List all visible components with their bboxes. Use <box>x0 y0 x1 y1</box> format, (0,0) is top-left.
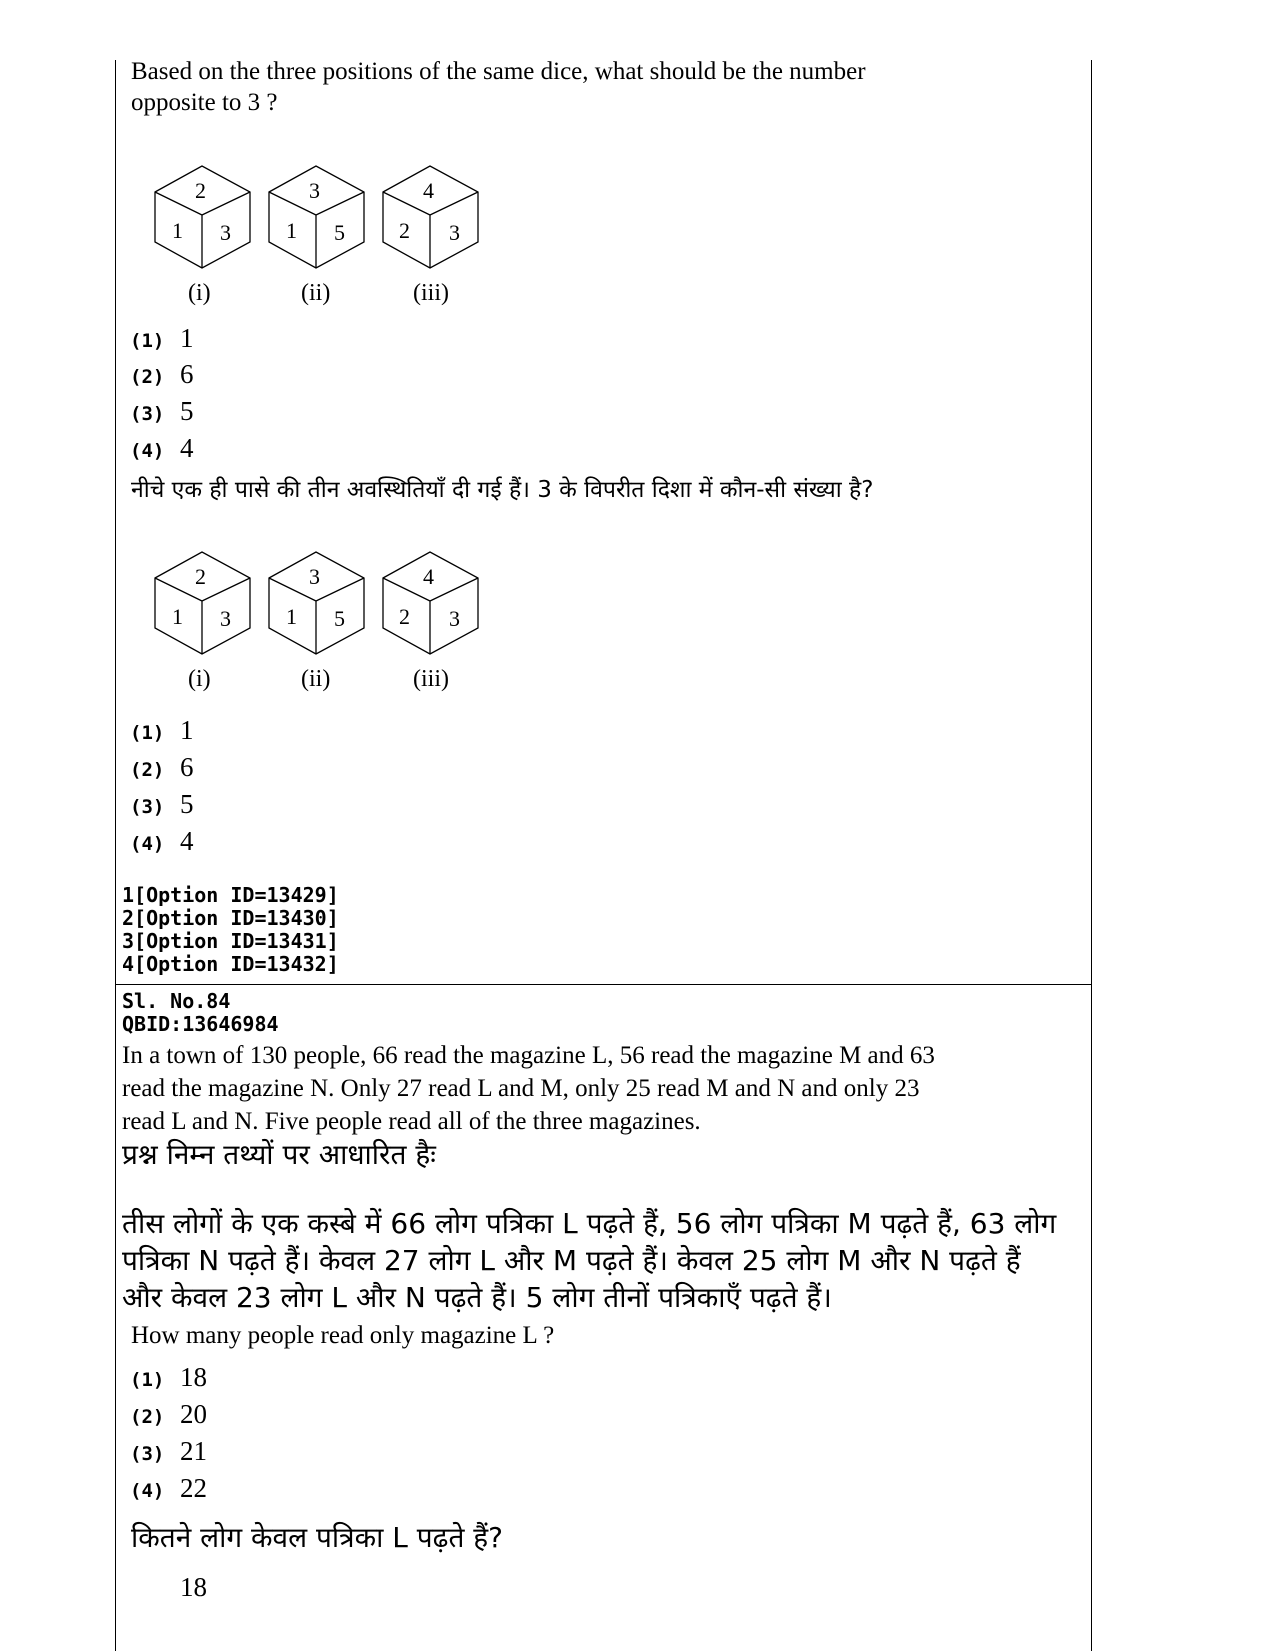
qbid: QBID:13646984 <box>122 1012 279 1036</box>
q84-question: How many people read only magazine L ? <box>131 1322 555 1349</box>
dice2-caption: (ii) <box>301 666 331 692</box>
option-number: (1) <box>130 330 165 352</box>
dice2-right-face: 5 <box>334 220 345 245</box>
dice3-left-face: 2 <box>399 604 410 629</box>
dice1-right-face: 3 <box>220 220 231 245</box>
q84-hindi-heading: प्रश्न निम्न तथ्यों पर आधारित हैः <box>122 1138 436 1171</box>
option-number: (3) <box>130 403 165 425</box>
q84-passage-line1: In a town of 130 people, 66 read the magazine L, 56 read the magazine M and 63 <box>122 1042 935 1069</box>
option-id-2: 2[Option ID=13430] <box>122 906 339 930</box>
dice1-left-face: 1 <box>172 604 183 629</box>
option-value: 5 <box>180 396 194 426</box>
option-number: (3) <box>130 1443 165 1465</box>
q84-option-2[interactable] <box>130 1399 207 1429</box>
dice-figure-en <box>140 160 480 330</box>
dice3-right-face: 3 <box>449 220 460 245</box>
q83-question-line1: Based on the three positions of the same dice, what should be the number <box>131 58 866 85</box>
option-number: (4) <box>130 440 165 462</box>
q83-hi-option-4[interactable] <box>130 826 194 856</box>
q84-option-3[interactable] <box>130 1436 207 1466</box>
dice1-caption: (i) <box>188 280 211 306</box>
dice1-right-face: 3 <box>220 606 231 631</box>
dice2-left-face: 1 <box>286 604 297 629</box>
option-value: 21 <box>180 1436 207 1466</box>
dice3-top-face: 4 <box>423 178 434 203</box>
option-value: 22 <box>180 1473 207 1503</box>
dice1-top-face: 2 <box>195 564 206 589</box>
option-id-4: 4[Option ID=13432] <box>122 952 339 976</box>
q83-option-1[interactable] <box>130 323 194 353</box>
option-number: (4) <box>130 1480 165 1502</box>
q83-hi-option-2[interactable] <box>130 752 194 782</box>
option-value: 6 <box>180 752 194 782</box>
dice2-top-face: 3 <box>309 178 320 203</box>
option-value: 6 <box>180 359 194 389</box>
q84-passage-line3: read L and N. Five people read all of the three magazines. <box>122 1108 701 1135</box>
q84-hindi-passage-line1: तीस लोगों के एक कस्बे में 66 लोग पत्रिका L पढ़ते हैं, 56 लोग पत्रिका M पढ़ते हैं, 63 लोग <box>122 1207 1057 1240</box>
left-border <box>115 60 116 1651</box>
option-number: (1) <box>130 1369 165 1391</box>
dice1-caption: (i) <box>188 666 211 692</box>
q84-hindi-passage-line2: पत्रिका N पढ़ते हैं। केवल 27 लोग L और M पढ़ते हैं। केवल 25 लोग M और N पढ़ते हैं <box>122 1244 1021 1277</box>
option-id-1: 1[Option ID=13429] <box>122 883 339 907</box>
dice2-caption: (ii) <box>301 280 331 306</box>
dice-figure-hi <box>140 546 480 716</box>
option-number: (3) <box>130 796 165 818</box>
q84-question-hindi: कितने लोग केवल पत्रिका L पढ़ते हैं? <box>131 1521 504 1554</box>
right-border <box>1091 60 1092 1651</box>
q83-hi-option-1[interactable] <box>130 715 194 745</box>
dice3-caption: (iii) <box>413 280 449 306</box>
dice2-top-face: 3 <box>309 564 320 589</box>
dice2-left-face: 1 <box>286 218 297 243</box>
dice3-caption: (iii) <box>413 666 449 692</box>
q84-hindi-passage-line3: और केवल 23 लोग L और N पढ़ते हैं। 5 लोग तीनों पत्रिकाएँ पढ़ते हैं। <box>122 1281 832 1314</box>
dice2-right-face: 5 <box>334 606 345 631</box>
q83-option-3[interactable] <box>130 396 194 426</box>
option-id-3: 3[Option ID=13431] <box>122 929 339 953</box>
option-value: 1 <box>180 323 194 353</box>
q84-option-4[interactable] <box>130 1473 207 1503</box>
option-number: (2) <box>130 759 165 781</box>
question-divider <box>115 984 1092 985</box>
q83-question-line2: opposite to 3 ? <box>131 89 278 116</box>
option-value: 5 <box>180 789 194 819</box>
option-value: 4 <box>180 433 194 463</box>
q83-question-hindi: नीचे एक ही पासे की तीन अवस्थितियाँ दी गई हैं। 3 के विपरीत दिशा में कौन-सी संख्या है? <box>131 477 874 503</box>
option-number: (2) <box>130 366 165 388</box>
option-value: 18 <box>180 1362 207 1392</box>
serial-number: Sl. No.84 <box>122 989 231 1013</box>
option-value: 1 <box>180 715 194 745</box>
dice3-top-face: 4 <box>423 564 434 589</box>
q84-passage-line2: read the magazine N. Only 27 read L and M, only 25 read M and N and only 23 <box>122 1075 920 1102</box>
q83-option-4[interactable] <box>130 433 194 463</box>
option-value: 4 <box>180 826 194 856</box>
q83-option-2[interactable] <box>130 359 194 389</box>
q84-option-1[interactable] <box>130 1362 207 1392</box>
dice3-left-face: 2 <box>399 218 410 243</box>
dice3-right-face: 3 <box>449 606 460 631</box>
option-number: (1) <box>130 722 165 744</box>
option-number: (4) <box>130 833 165 855</box>
dice1-top-face: 2 <box>195 178 206 203</box>
option-value: 20 <box>180 1399 207 1429</box>
option-number: (2) <box>130 1406 165 1428</box>
dice1-left-face: 1 <box>172 218 183 243</box>
q83-hi-option-3[interactable] <box>130 789 194 819</box>
q84-hindi-option-1-value[interactable]: 18 <box>180 1572 207 1602</box>
